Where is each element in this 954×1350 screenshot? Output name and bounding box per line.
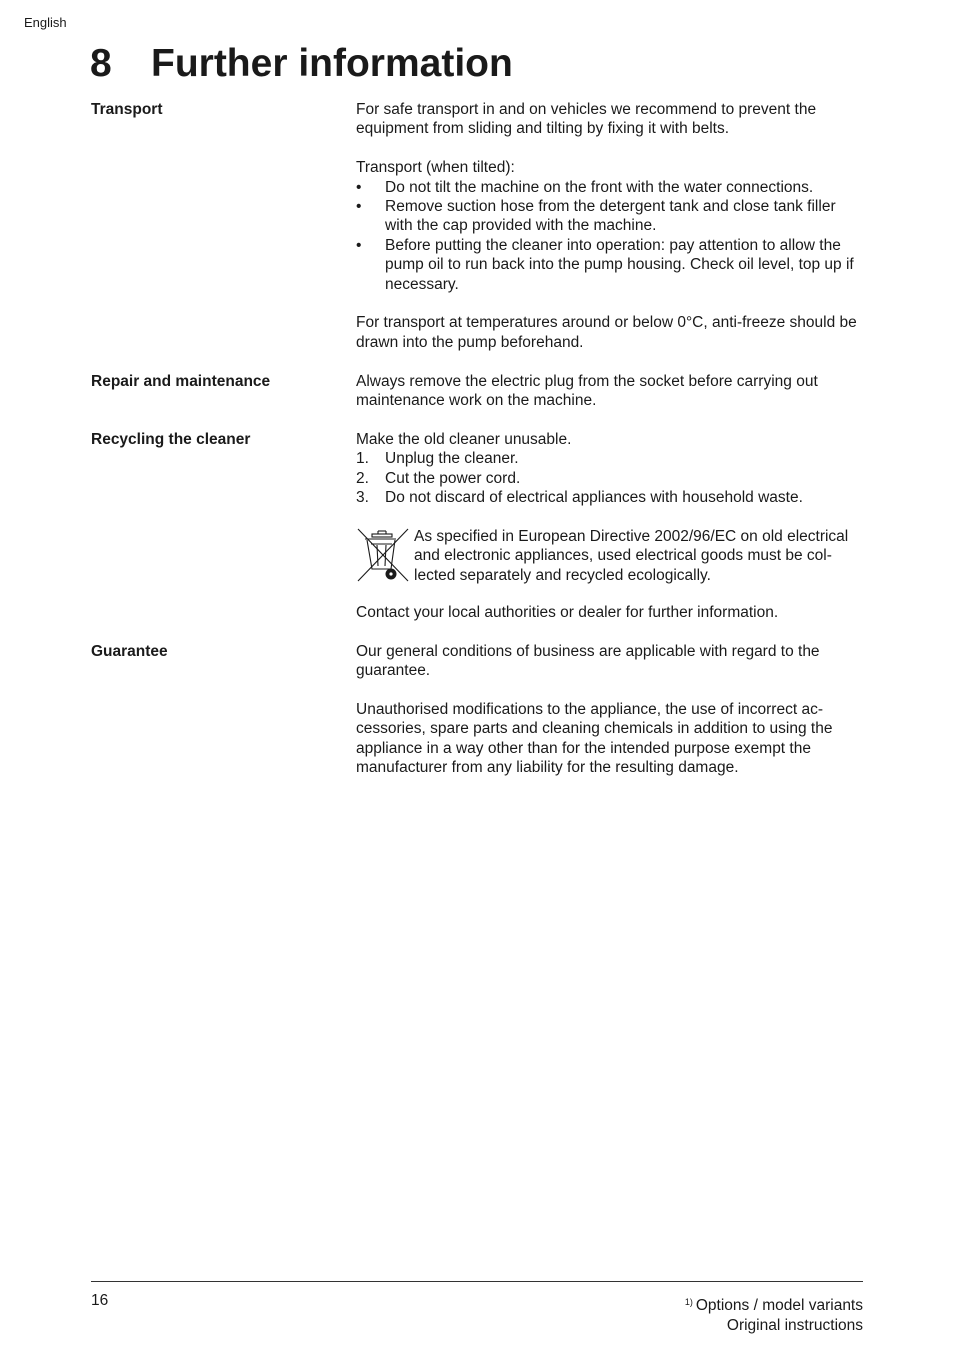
section-repair xyxy=(91,372,863,430)
section-label-recycling: Recycling the cleaner xyxy=(91,430,251,448)
transport-paragraph: For safe transport in and on vehicles we recommend to prevent the equipment from sliding and tilting by fixing it with belts. xyxy=(356,101,817,138)
transport-bullet-list xyxy=(356,178,863,294)
list-item xyxy=(356,488,863,507)
section-label-guarantee: Guarantee xyxy=(91,642,168,660)
footnote-marker: 1) xyxy=(684,1297,693,1307)
footer-divider xyxy=(91,1281,863,1282)
list-item xyxy=(356,178,863,197)
recycling-intro: Make the old cleaner unusable. xyxy=(356,430,572,448)
section-transport xyxy=(91,100,863,372)
guarantee-liability-paragraph: Unauthorised modifications to the appliance, the use of incorrect ac-cessories, spare parts and cleaning chemicals in addition to using the appliance in a way other than for the intended purpose exempt the manufacturer from any liability for the resulting damage. xyxy=(356,701,833,777)
step-number: 3. xyxy=(356,489,369,507)
list-item xyxy=(356,236,863,294)
chapter-number: 8 xyxy=(90,42,112,85)
list-item-text: Cut the power cord. xyxy=(385,469,521,487)
crossed-out-wheelie-bin-icon xyxy=(356,528,412,584)
list-item xyxy=(356,449,863,468)
list-item-text: Do not discard of electrical appliances with household waste. xyxy=(385,489,803,507)
section-recycling xyxy=(91,430,863,642)
weee-text: As specified in European Directive 2002/96/EC on old electrical and electronic appliances, used electrical goods must be col-lected separately and recycled ecologically. xyxy=(414,527,849,584)
chapter-title-text: Further information xyxy=(151,42,513,85)
bullet-marker: • xyxy=(356,198,362,216)
list-item xyxy=(356,197,863,236)
section-label-transport: Transport xyxy=(91,101,163,118)
guarantee-paragraph: Our general conditions of business are applicable with regard to the guarantee. xyxy=(356,642,820,680)
section-body-transport xyxy=(356,100,863,372)
list-item-text: Remove suction hose from the detergent tank and close tank filler with the cap provided with the machine. xyxy=(385,198,836,235)
list-item-text: Do not tilt the machine on the front with the water connections. xyxy=(385,178,814,196)
bullet-marker: • xyxy=(356,178,362,196)
section-body-repair xyxy=(356,372,863,430)
weee-notice xyxy=(356,527,863,585)
list-item-text: Unplug the cleaner. xyxy=(385,450,519,468)
step-number: 2. xyxy=(356,469,369,487)
bullet-marker: • xyxy=(356,236,362,254)
content xyxy=(91,100,863,797)
footer-original-instructions: Original instructions xyxy=(726,1317,863,1334)
list-item-text: Before putting the cleaner into operation: pay attention to allow the pump oil to run back into the pump housing. Check oil level, top up if necessary. xyxy=(385,236,854,293)
chapter-title xyxy=(90,40,513,88)
section-body-recycling xyxy=(356,430,863,642)
recycling-steps-list xyxy=(356,449,863,507)
repair-paragraph: Always remove the electric plug from the socket before carrying out maintenance work on the machine. xyxy=(356,372,818,410)
section-body-guarantee xyxy=(356,642,863,797)
footer-options-text: Options / model variants xyxy=(695,1297,863,1314)
footer-notes xyxy=(685,1292,863,1336)
language-label: English xyxy=(24,15,67,30)
recycling-contact: Contact your local authorities or dealer for further information. xyxy=(356,604,779,622)
page-number: 16 xyxy=(91,1292,109,1309)
transport-tilted-intro: Transport (when tilted): xyxy=(356,159,515,177)
list-item xyxy=(356,469,863,488)
transport-antifreeze-paragraph: For transport at temperatures around or below 0°C, anti-freeze should be drawn into the pump beforehand. xyxy=(356,314,857,351)
footer-line-options xyxy=(685,1292,863,1316)
section-guarantee xyxy=(91,642,863,797)
section-label-repair: Repair and maintenance xyxy=(91,372,271,390)
step-number: 1. xyxy=(356,450,369,468)
